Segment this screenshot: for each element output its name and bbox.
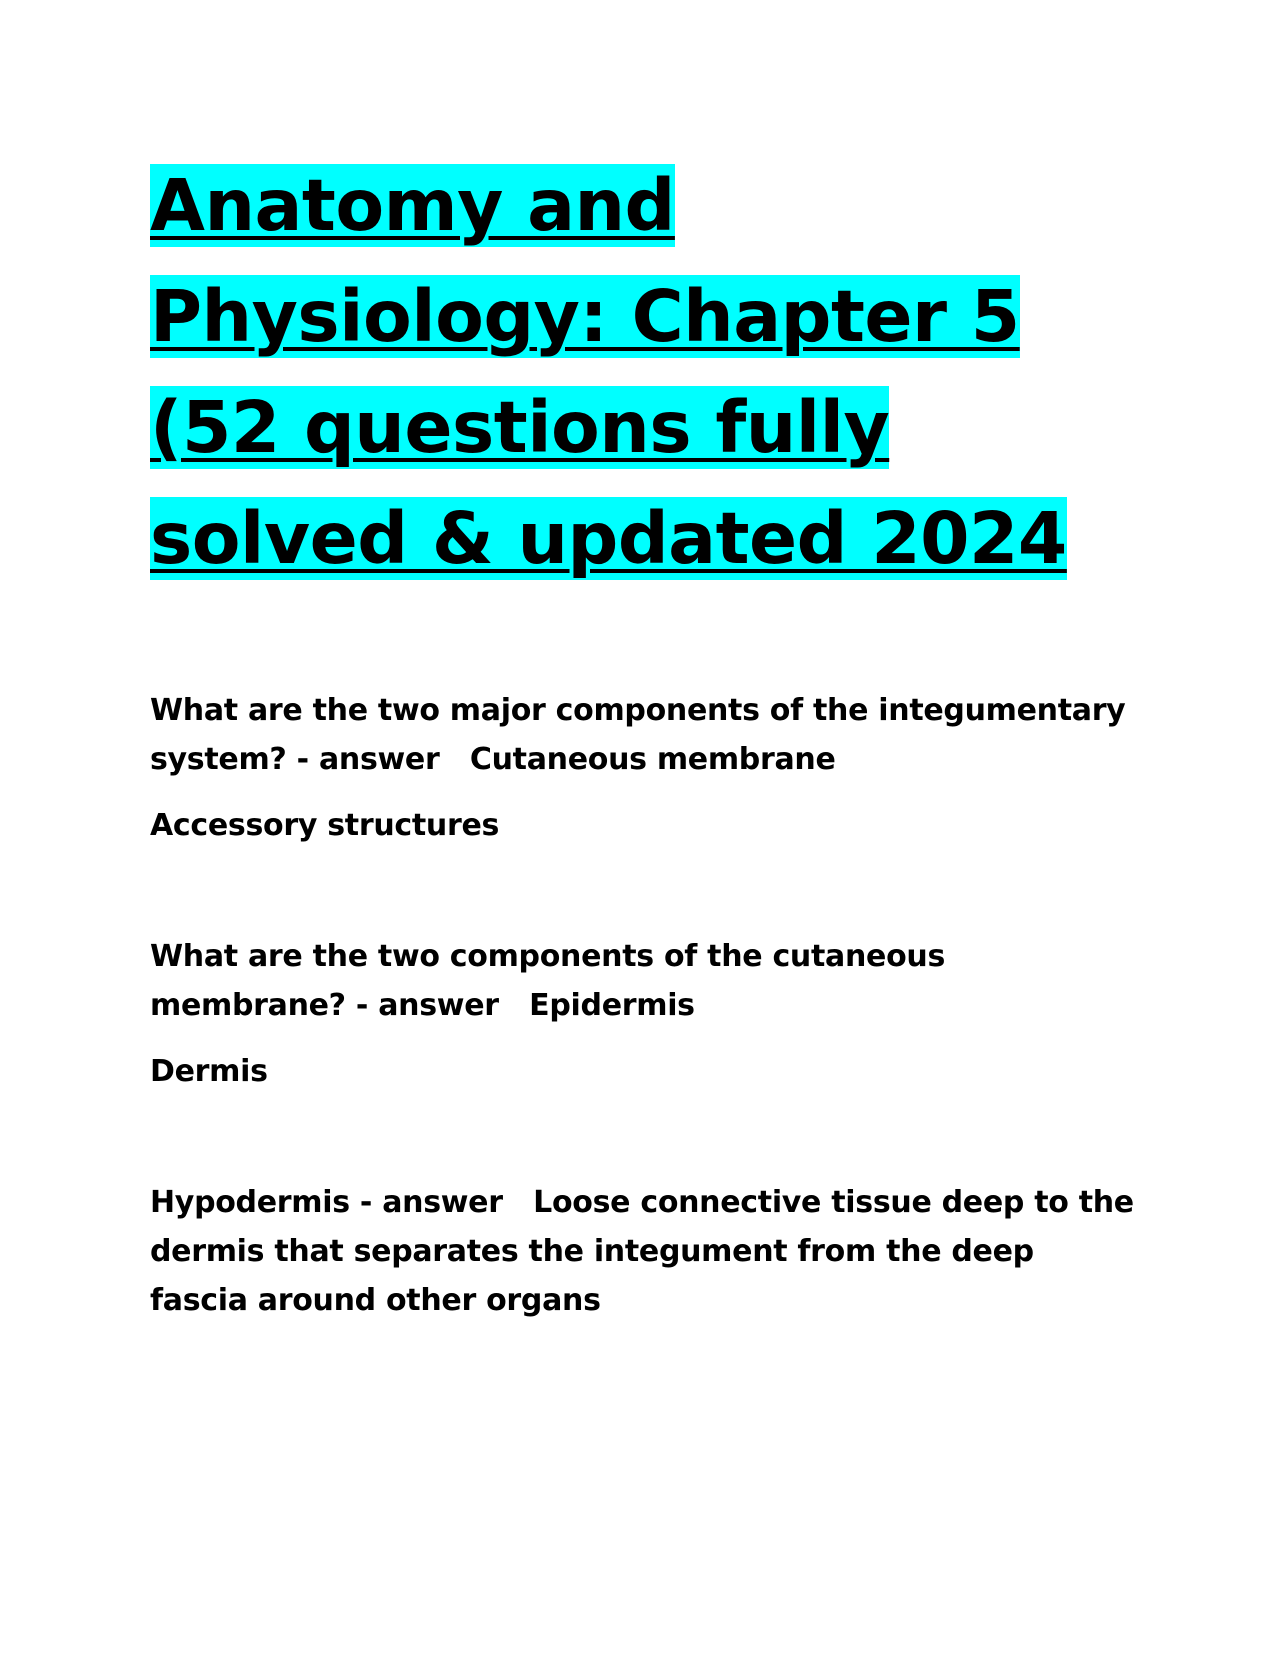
- qa-item: [150, 1178, 1145, 1325]
- document-title: [150, 150, 1140, 594]
- qa-list: [150, 686, 1145, 1325]
- qa-item: [150, 686, 1140, 850]
- qa-answer-continuation: Accessory structures: [150, 808, 500, 843]
- qa-item: [150, 932, 1140, 1096]
- document-page: [150, 150, 1145, 1325]
- qa-question-answer: What are the two components of the cutaneous membrane? - answer Epidermis: [150, 939, 956, 1023]
- qa-answer-continuation: Dermis: [150, 1054, 268, 1089]
- qa-question-answer: What are the two major components of the integumentary system? - answer Cutaneous membrane: [150, 693, 1136, 777]
- qa-question-answer: Hypodermis - answer Loose connective tissue deep to the dermis that separates the integument from the deep fascia around other organs: [150, 1185, 1145, 1318]
- document-title-text: Anatomy and Physiology: Chapter 5 (52 questions fully solved & updated 2024: [150, 164, 1067, 580]
